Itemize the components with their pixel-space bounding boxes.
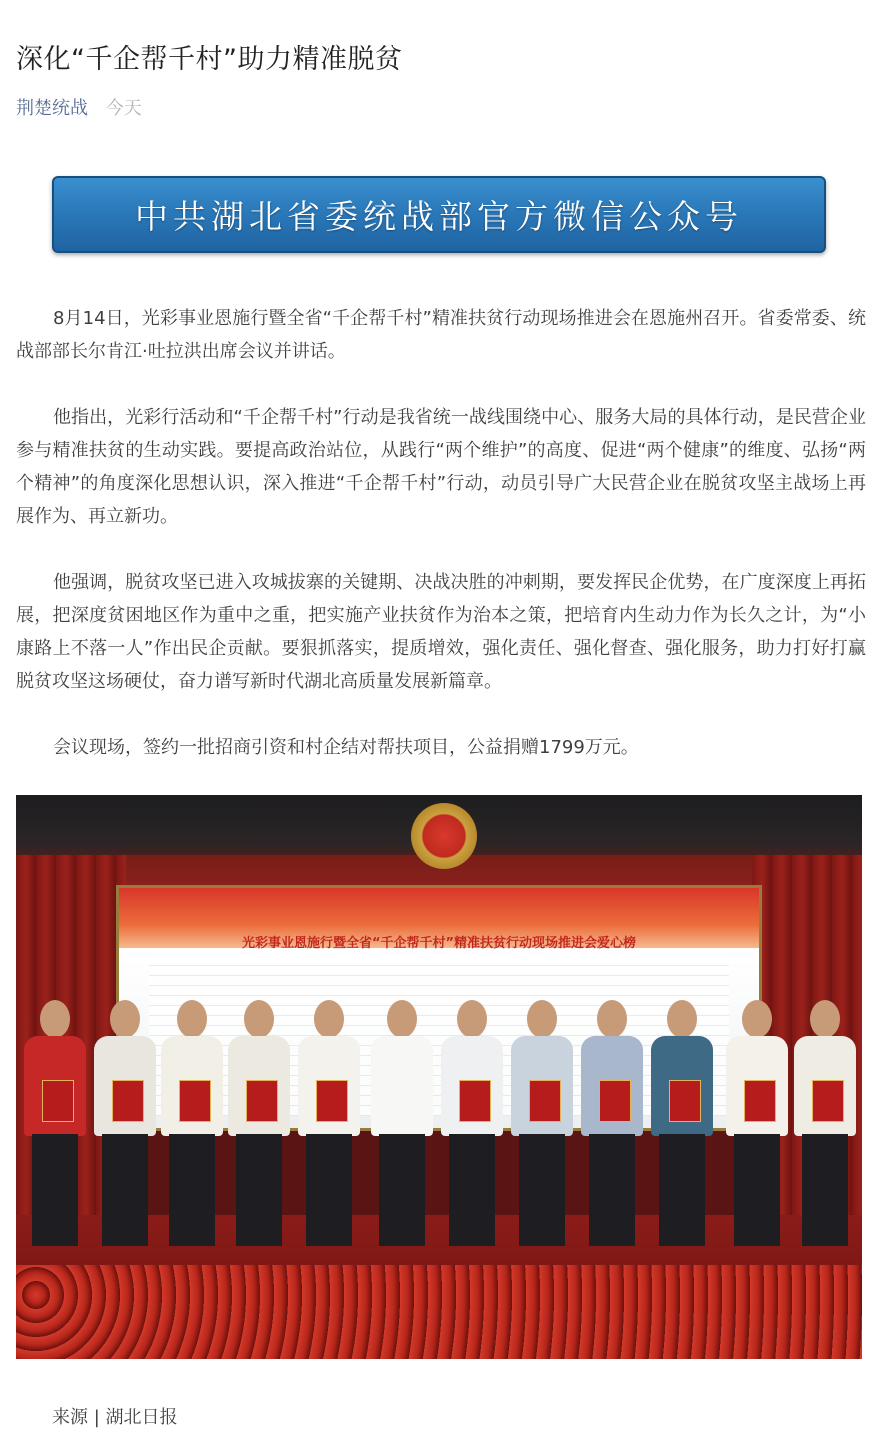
- article-paragraph: 他指出，光彩行活动和“千企帮千村”行动是我省统一战线围绕中心、服务大局的具体行动，是民营企业参与精准扶贫的生动实践。要提高政治站位，从践行“两个维护”的高度、促进“两个健康”的维度、弘扬“两个精神”的角度深化思想认识，深入推进“千企帮千村”行动，动员引导广大民营企业在脱贫攻坚主战场上再展作为、再立新功。: [16, 407, 866, 527]
- certificate-icon: [812, 1080, 844, 1122]
- photo-person: [726, 1000, 788, 1250]
- article-paragraph: 会议现场，签约一批招商引资和村企结对帮扶项目，公益捐赠1799万元。: [53, 737, 639, 758]
- photo-person: [511, 1000, 573, 1250]
- certificate-icon: [42, 1080, 74, 1122]
- photo-person-head: [40, 1000, 70, 1038]
- article-paragraph: 他强调，脱贫攻坚已进入攻城拔寨的关键期、决战决胜的冲刺期，要发挥民企优势，在广度深度上再拓展，把深度贫困地区作为重中之重，把实施产业扶贫作为治本之策，把培育内生动力作为长久之计，为“小康路上不落一人”作出民企贡献。要狠抓落实，提质增效，强化责任、强化督查、强化服务，助力打好打赢脱贫攻坚这场硬仗，奋力谱写新时代湖北高质量发展新篇章。: [16, 572, 866, 692]
- photo-person-pants: [802, 1134, 848, 1246]
- photo-person-head: [742, 1000, 772, 1038]
- photo-person-pants: [734, 1134, 780, 1246]
- photo-person-pants: [306, 1134, 352, 1246]
- publish-time: 今天: [105, 98, 142, 119]
- photo-person-head: [244, 1000, 274, 1038]
- photo-person-pants: [449, 1134, 495, 1246]
- photo-floor-flowers: [16, 1265, 862, 1359]
- photo-person: [651, 1000, 713, 1250]
- article-title: 深化“千企帮千村”助力精准脱贫: [16, 44, 403, 75]
- photo-person-pants: [519, 1134, 565, 1246]
- certificate-icon: [179, 1080, 211, 1122]
- photo-person-pants: [102, 1134, 148, 1246]
- account-banner-image: [52, 176, 826, 253]
- certificate-icon: [529, 1080, 561, 1122]
- photo-person-pants: [32, 1134, 78, 1246]
- photo-person-head: [457, 1000, 487, 1038]
- account-name-link[interactable]: 荆楚统战: [16, 98, 88, 119]
- photo-person: [371, 1000, 433, 1250]
- photo-person: [441, 1000, 503, 1250]
- event-photo[interactable]: [16, 795, 862, 1359]
- photo-person: [161, 1000, 223, 1250]
- photo-person-head: [527, 1000, 557, 1038]
- photo-screen-title: 光彩事业恩施行暨全省“千企帮千村”精准扶贫行动现场推进会爱心榜: [241, 936, 637, 951]
- photo-person: [228, 1000, 290, 1250]
- photo-person-pants: [659, 1134, 705, 1246]
- photo-person-pants: [379, 1134, 425, 1246]
- photo-person-shirt: [371, 1036, 433, 1136]
- photo-person-head: [177, 1000, 207, 1038]
- photo-person: [794, 1000, 856, 1250]
- certificate-icon: [744, 1080, 776, 1122]
- certificate-icon: [459, 1080, 491, 1122]
- photo-person-head: [597, 1000, 627, 1038]
- photo-person: [24, 1000, 86, 1250]
- certificate-icon: [112, 1080, 144, 1122]
- certificate-icon: [246, 1080, 278, 1122]
- photo-person-head: [387, 1000, 417, 1038]
- certificate-icon: [316, 1080, 348, 1122]
- photo-person: [581, 1000, 643, 1250]
- photo-person: [94, 1000, 156, 1250]
- photo-person-pants: [589, 1134, 635, 1246]
- article-meta: [16, 95, 142, 123]
- certificate-icon: [599, 1080, 631, 1122]
- article-source: 来源 | 湖北日报: [52, 1407, 178, 1428]
- photo-person-head: [667, 1000, 697, 1038]
- photo-person-head: [110, 1000, 140, 1038]
- banner-text: 中共湖北省委统战部官方微信公众号: [135, 197, 743, 236]
- photo-person-head: [810, 1000, 840, 1038]
- certificate-icon: [669, 1080, 701, 1122]
- photo-person-pants: [169, 1134, 215, 1246]
- national-emblem-icon: [411, 803, 477, 869]
- photo-person: [298, 1000, 360, 1250]
- photo-person-pants: [236, 1134, 282, 1246]
- photo-person-head: [314, 1000, 344, 1038]
- article-paragraph: 8月14日，光彩事业恩施行暨全省“千企帮千村”精准扶贫行动现场推进会在恩施州召开。省委常委、统战部部长尔肯江·吐拉洪出席会议并讲话。: [16, 308, 866, 362]
